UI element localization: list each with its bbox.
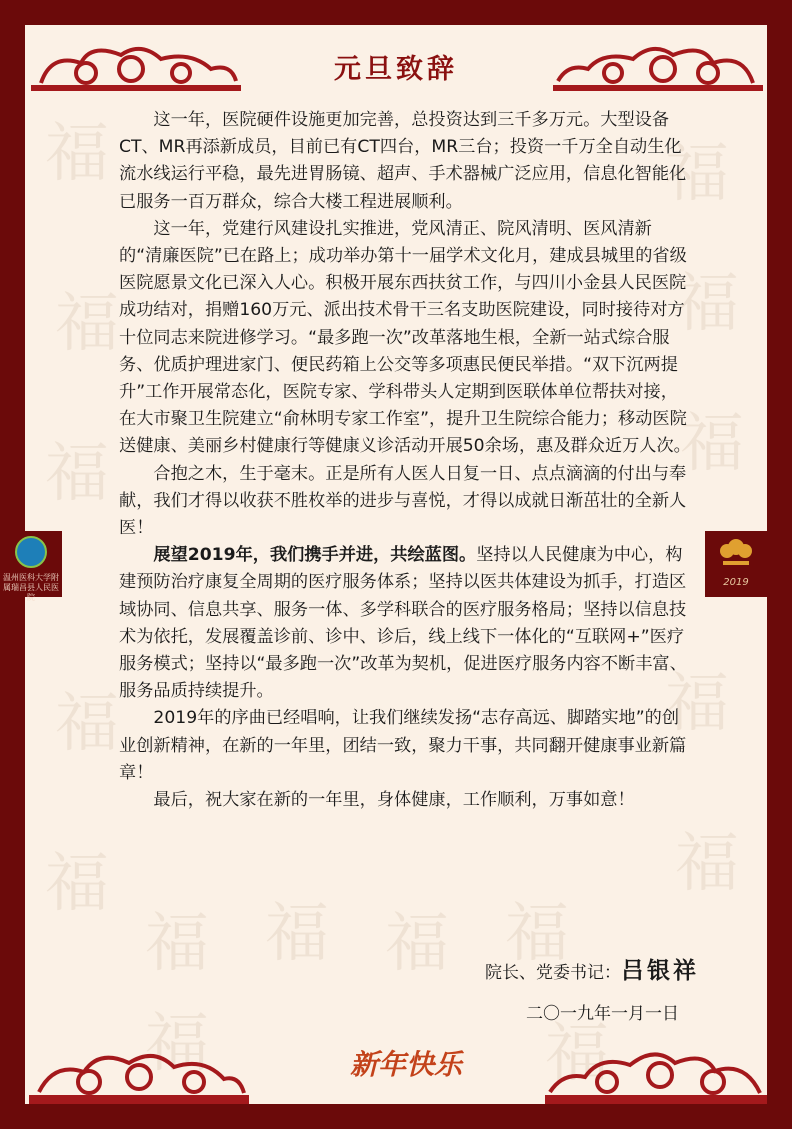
hospital-logo-text: 温州医科大学附属瑞昌县人民医院 xyxy=(3,573,59,602)
paragraph: 这一年，医院硬件设施更加完善，总投资达到三千多万元。大型设备CT、MR再添新成员，目前已有CT四台，MR三台；投资一千万全自动生化流水线运行平稳，最先进胃肠镜、超声、手术器械广泛应用，信息化智能化已服务一百万群众，综合大楼工程进展顺利。 xyxy=(119,110,687,212)
cloud-ornament-bottom-left xyxy=(29,1037,249,1104)
svg-text:福: 福 xyxy=(55,287,119,361)
signature-role: 院长、党委书记： xyxy=(485,963,621,983)
lantern-flower-icon xyxy=(717,537,755,573)
page-title: 元旦致辞 xyxy=(334,54,458,85)
svg-text:福: 福 xyxy=(665,667,729,741)
svg-text:福: 福 xyxy=(680,407,744,481)
svg-text:福: 福 xyxy=(45,437,109,511)
svg-text:福: 福 xyxy=(675,827,739,901)
letter-page xyxy=(25,25,767,1104)
hospital-logo-icon xyxy=(15,536,47,568)
svg-text:福: 福 xyxy=(385,907,449,981)
svg-text:福: 福 xyxy=(45,847,109,921)
hospital-logo-tab xyxy=(0,531,62,602)
svg-text:福: 福 xyxy=(45,117,109,191)
paragraph: 展望2019年，我们携手并进，共绘蓝图。坚持以人民健康为中心，构建预防治疗康复全周期的医疗服务体系；坚持以医共体建设为抓手，打造区域协同、信息共享、服务一体、多学科联合的医疗服务格局；坚持以信息技术为依托，发展覆盖诊前、诊中、诊后，线上线下一体化的“互联网+”医疗服务模式；坚持以“最多跑一次”改革为契机，促进医疗服务内容不断丰富、服务品质持续提升。 xyxy=(119,545,687,702)
new-year-greeting-calligraphy: 新年快乐 xyxy=(350,1048,463,1081)
paragraph: 2019年的序曲已经唱响，让我们继续发扬“志存高远、脚踏实地”的创业创新精神，在新的一年里，团结一致，聚力干事，共同翻开健康事业新篇章！ xyxy=(119,708,687,783)
year-badge: 2019 xyxy=(723,577,749,588)
signature xyxy=(485,952,699,985)
svg-text:福: 福 xyxy=(55,687,119,761)
signature-name: 吕银祥 xyxy=(621,957,699,984)
svg-text:福: 福 xyxy=(665,137,729,211)
svg-text:福: 福 xyxy=(265,897,329,971)
svg-text:福: 福 xyxy=(145,907,209,981)
paragraph: 最后，祝大家在新的一年里，身体健康，工作顺利，万事如意！ xyxy=(153,790,635,811)
paragraph-bold-lead: 展望2019年，我们携手并进，共绘蓝图。 xyxy=(153,545,477,566)
svg-text:福: 福 xyxy=(675,267,739,341)
letter-date: 二〇一九年一月一日 xyxy=(526,1004,679,1024)
letter-body xyxy=(119,107,694,814)
paragraph: 这一年，党建行风建设扎实推进，党风清正、院风清明、医风清新的“清廉医院”已在路上；成功举办第十一届学术文化月，建成县城里的省级医院愿景文化已深入人心。积极开展东西扶贫工作，与四川小金县人民医院成功结对，捐赠160万元、派出技术骨干三名支助医院建设，同时接待对方十位同志来院进修学习。“最多跑一次”改革落地生根，全新一站式综合服务、优质护理进家门、便民药箱上公交等多项惠民便民举措。“双下沉两提升”工作开展常态化，医院专家、学科带头人定期到医联体单位帮扶对接，在大市聚卫生院建立“俞林明专家工作室”，提升卫生院综合能力；移动医院送健康、美丽乡村健康行等健康义诊活动开展50余场，惠及群众近万人次。 xyxy=(119,218,691,457)
svg-text:福: 福 xyxy=(505,897,569,971)
svg-text:福: 福 xyxy=(545,1017,609,1091)
svg-text:福: 福 xyxy=(145,1007,209,1081)
cloud-ornament-bottom-right xyxy=(545,1037,767,1104)
year-badge-tab xyxy=(705,531,767,597)
paragraph: 合抱之木，生于毫末。正是所有人医人日复一日、点点滴滴的付出与奉献，我们才得以收获不胜枚举的进步与喜悦，才得以成就日渐茁壮的全新人医！ xyxy=(119,463,687,539)
